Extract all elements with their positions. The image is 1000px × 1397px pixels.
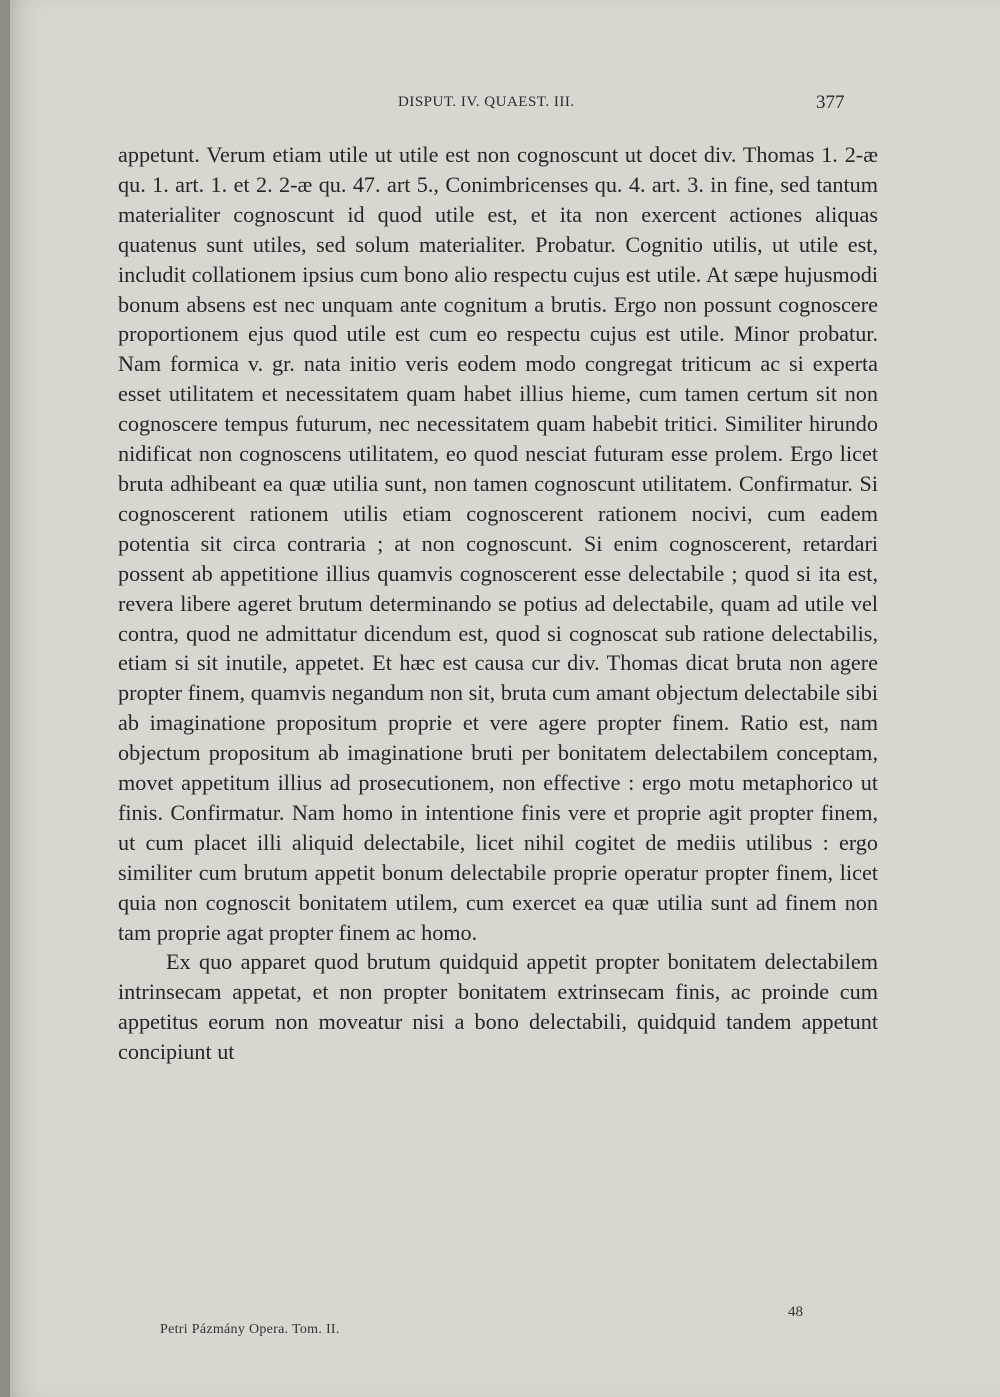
page-number: 377 [816, 92, 845, 113]
paragraph: Ex quo apparet quod brutum quidquid appetit propter bonitatem delectabilem intrinsecam appetat, et non propter bonitatem extrinsecam finis, ac proinde cum appetitus eorum non moveatur nisi a bono delectabili, quidquid tandem appetunt concipiunt ut [118, 949, 878, 1065]
book-page [10, 0, 1000, 1397]
footer-publication: Petri Pázmány Opera. Tom. II. [160, 1322, 340, 1337]
signature-mark: 48 [788, 1304, 803, 1320]
running-title: DISPUT. IV. QUAEST. III. [398, 94, 575, 110]
page-header [10, 90, 1000, 120]
paragraph: appetunt. Verum etiam utile ut utile est non cognoscunt ut docet div. Thomas 1. 2-æ qu. 1. art. 1. et 2. 2-æ qu. 47. art 5., Conimbricenses qu. 4. art. 3. in fine, sed tantum materialiter cognoscunt id quod utile est, et ita non exercent actiones aliquas quatenus sunt utiles, sed solum materialiter. Probatur. Cognitio utilis, ut utile est, includit collationem ipsius cum bono alio respectu cujus est utile. At sæpe hujusmodi bonum absens est nec unquam ante cognitum a brutis. Ergo non possunt cognoscere proportionem ejus quod utile est cum eo respectu cujus est utile. Minor probatur. Nam formica v. gr. nata initio veris eodem modo congregat triticum ac si experta esset utilitatem et necessitatem quam habet illius hieme, cum tamen certum sit non cognoscere tempus futurum, nec necessitatem quam habebit tritici. Similiter hirundo nidificat non cognoscens utilitatem, eo quod nesciat futuram esse prolem. Ergo licet bruta adhibeant ea quæ utilia sunt, non tamen cognoscunt utilitatem. Confirmatur. Si cognoscerent rationem utilis etiam cognoscerent rationem nocivi, cum eadem potentia sit circa contraria ; at non cognoscunt. Si enim cognoscerent, retardari possent ab appetitione illius quamvis cognoscerent esse delectabile ; quod si ita est, revera libere ageret brutum determinando se potius ad delectabile, quam ad utile vel contra, quod ne admittatur dicendum est, quod si cognoscat sub ratione delectabilis, etiam si sit inutile, appetet. Et hæc est causa cur div. Thomas dicat bruta non agere propter finem, quamvis negandum non sit, bruta cum amant objectum delectabile sibi ab imaginatione propositum proprie et vere agere propter finem. Ratio est, nam objectum propositum ab imaginatione bruti per bonitatem delectabilem conceptam, movet appetitum illius ad prosecutionem, non effective : ergo motu metaphorico ut finis. Confirmatur. Nam homo in intentione finis vere et proprie agit propter finem, ut cum placet illi aliquid delectabile, licet nihil cogitet de mediis utilibus : ergo similiter cum brutum appetit bonum delectabile proprie operatur propter finem, licet quia non cognoscit bonitatem utilem, cum exercet ea quæ utilia sunt ad finem non tam proprie agat propter finem ac homo. [118, 142, 878, 945]
body-text [118, 140, 878, 1067]
